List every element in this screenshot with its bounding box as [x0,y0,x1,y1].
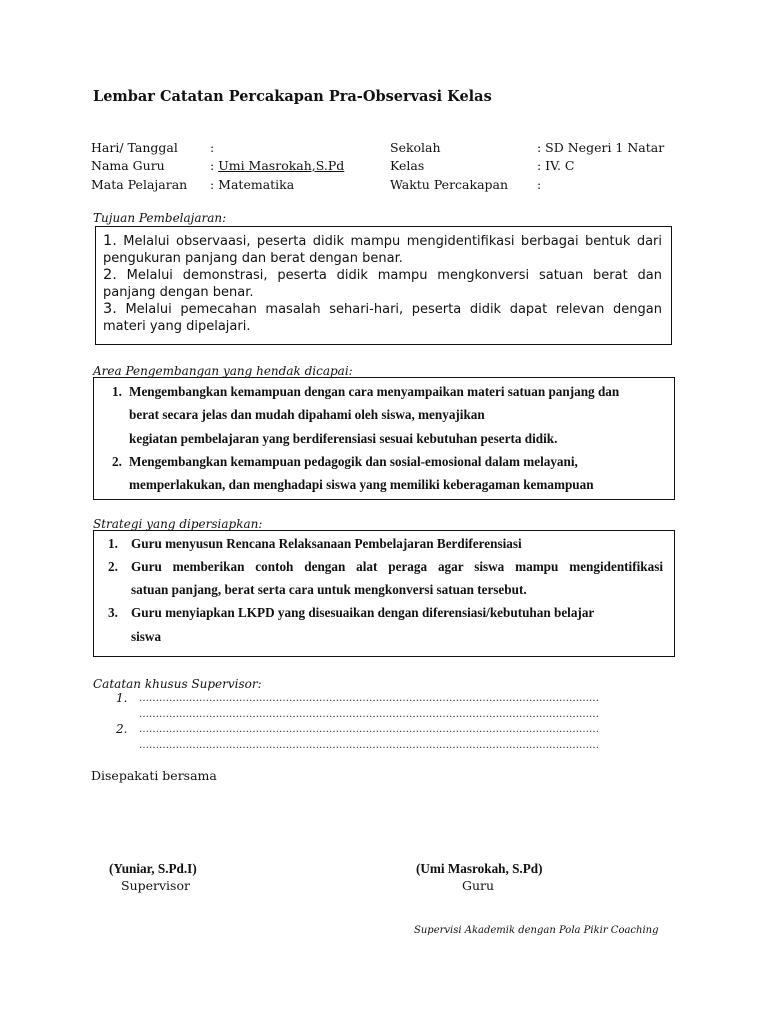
waktu-label: Waktu Percakapan [390,177,509,192]
strategi-box [93,530,675,657]
strategi-num: 2. [108,559,118,574]
guru-value-wrap [210,158,344,173]
footer-text: Supervisi Akademik dengan Pola Pikir Coaching [414,925,659,936]
page-title: Lembar Catatan Percakapan Pra-Observasi Kelas [93,88,492,105]
sekolah-value: : SD Negeri 1 Natar [537,140,665,155]
tujuan-item [103,233,662,267]
guru-value: Umi Masrokah,S.Pd [218,158,345,173]
strategi-line: Guru menyusun Rencana Relaksanaan Pembelajaran Berdiferensiasi [131,536,522,551]
supervisor-name: (Yuniar, S.Pd.I) [109,861,197,876]
area-line: berat secara jelas dan mudah dipahami oleh siswa, menyajikan [129,407,485,422]
guru-name: (Umi Masrokah, S.Pd) [416,861,543,876]
tujuan-item [103,301,662,335]
area-num: 1. [112,384,122,399]
sekolah-label: Sekolah [390,140,441,155]
area-line: Mengembangkan kemampuan dengan cara menyampaikan materi satuan panjang dan [129,384,620,399]
tujuan-text: Melalui observaasi, peserta didik mampu mengidentifikasi berbagai bentuk dari pengukuran panjang dan berat dengan benar. [103,234,662,266]
waktu-value: : [537,177,542,192]
catatan-num: 2. [116,722,128,736]
kelas-value: : IV. C [537,158,575,173]
guru-role: Guru [462,878,495,893]
area-box [93,377,675,500]
strategi-label: Strategi yang dipersiapkan: [93,517,263,531]
supervisor-role: Supervisor [121,878,190,893]
tujuan-text: Melalui pemecahan masalah sehari-hari, peserta didik dapat relevan dengan materi yang dipelajari. [103,302,662,334]
guru-label: Nama Guru [91,158,165,173]
catatan-num: 1. [116,691,128,705]
strategi-line: satuan panjang, berat serta cara untuk mengkonversi satuan tersebut. [131,582,527,597]
tujuan-label: Tujuan Pembelajaran: [93,211,227,225]
catatan-dotted-line: ………………………………………………………………………………………………………………………… [139,740,599,751]
area-line: Mengembangkan kemampuan pedagogik dan sosial-emosional dalam melayani, [129,454,578,469]
catatan-dotted-line: ………………………………………………………………………………………………………………………… [139,709,599,720]
strategi-line: Guru memberikan contoh dengan alat peraga agar siswa mampu mengidentifikasi [131,559,663,574]
area-num: 2. [112,454,122,469]
catatan-label: Catatan khusus Supervisor: [93,677,262,691]
strategi-num: 3. [108,605,118,620]
tujuan-num: 3. [103,301,117,317]
tujuan-item [103,267,662,301]
hari-label: Hari/ Tanggal [91,140,178,155]
mapel-value: : Matematika [210,177,295,192]
strategi-line: Guru menyiapkan LKPD yang disesuaikan dengan diferensiasi/kebutuhan belajar [131,605,595,620]
catatan-dotted-line: ………………………………………………………………………………………………………………………… [139,724,599,735]
disepakati-text: Disepakati bersama [91,768,217,783]
strategi-num: 1. [108,536,118,551]
tujuan-text: Melalui demonstrasi, peserta didik mampu mengkonversi satuan berat dan panjang dengan benar. [103,268,662,300]
guru-colon: : [210,158,219,173]
catatan-dotted-line: ………………………………………………………………………………………………………………………… [139,693,599,704]
strategi-line: siswa [131,629,162,644]
tujuan-box [95,226,672,345]
area-line: kegiatan pembelajaran yang berdiferensiasi sesuai kebutuhan peserta didik. [129,431,558,446]
kelas-label: Kelas [390,158,425,173]
hari-value: : [210,140,215,155]
tujuan-num: 2. [103,267,117,283]
area-line: memperlakukan, dan menghadapi siswa yang memiliki keberagaman kemampuan [129,477,594,492]
area-label: Area Pengembangan yang hendak dicapai: [93,364,353,378]
tujuan-num: 1. [103,233,117,249]
mapel-label: Mata Pelajaran [91,177,188,192]
